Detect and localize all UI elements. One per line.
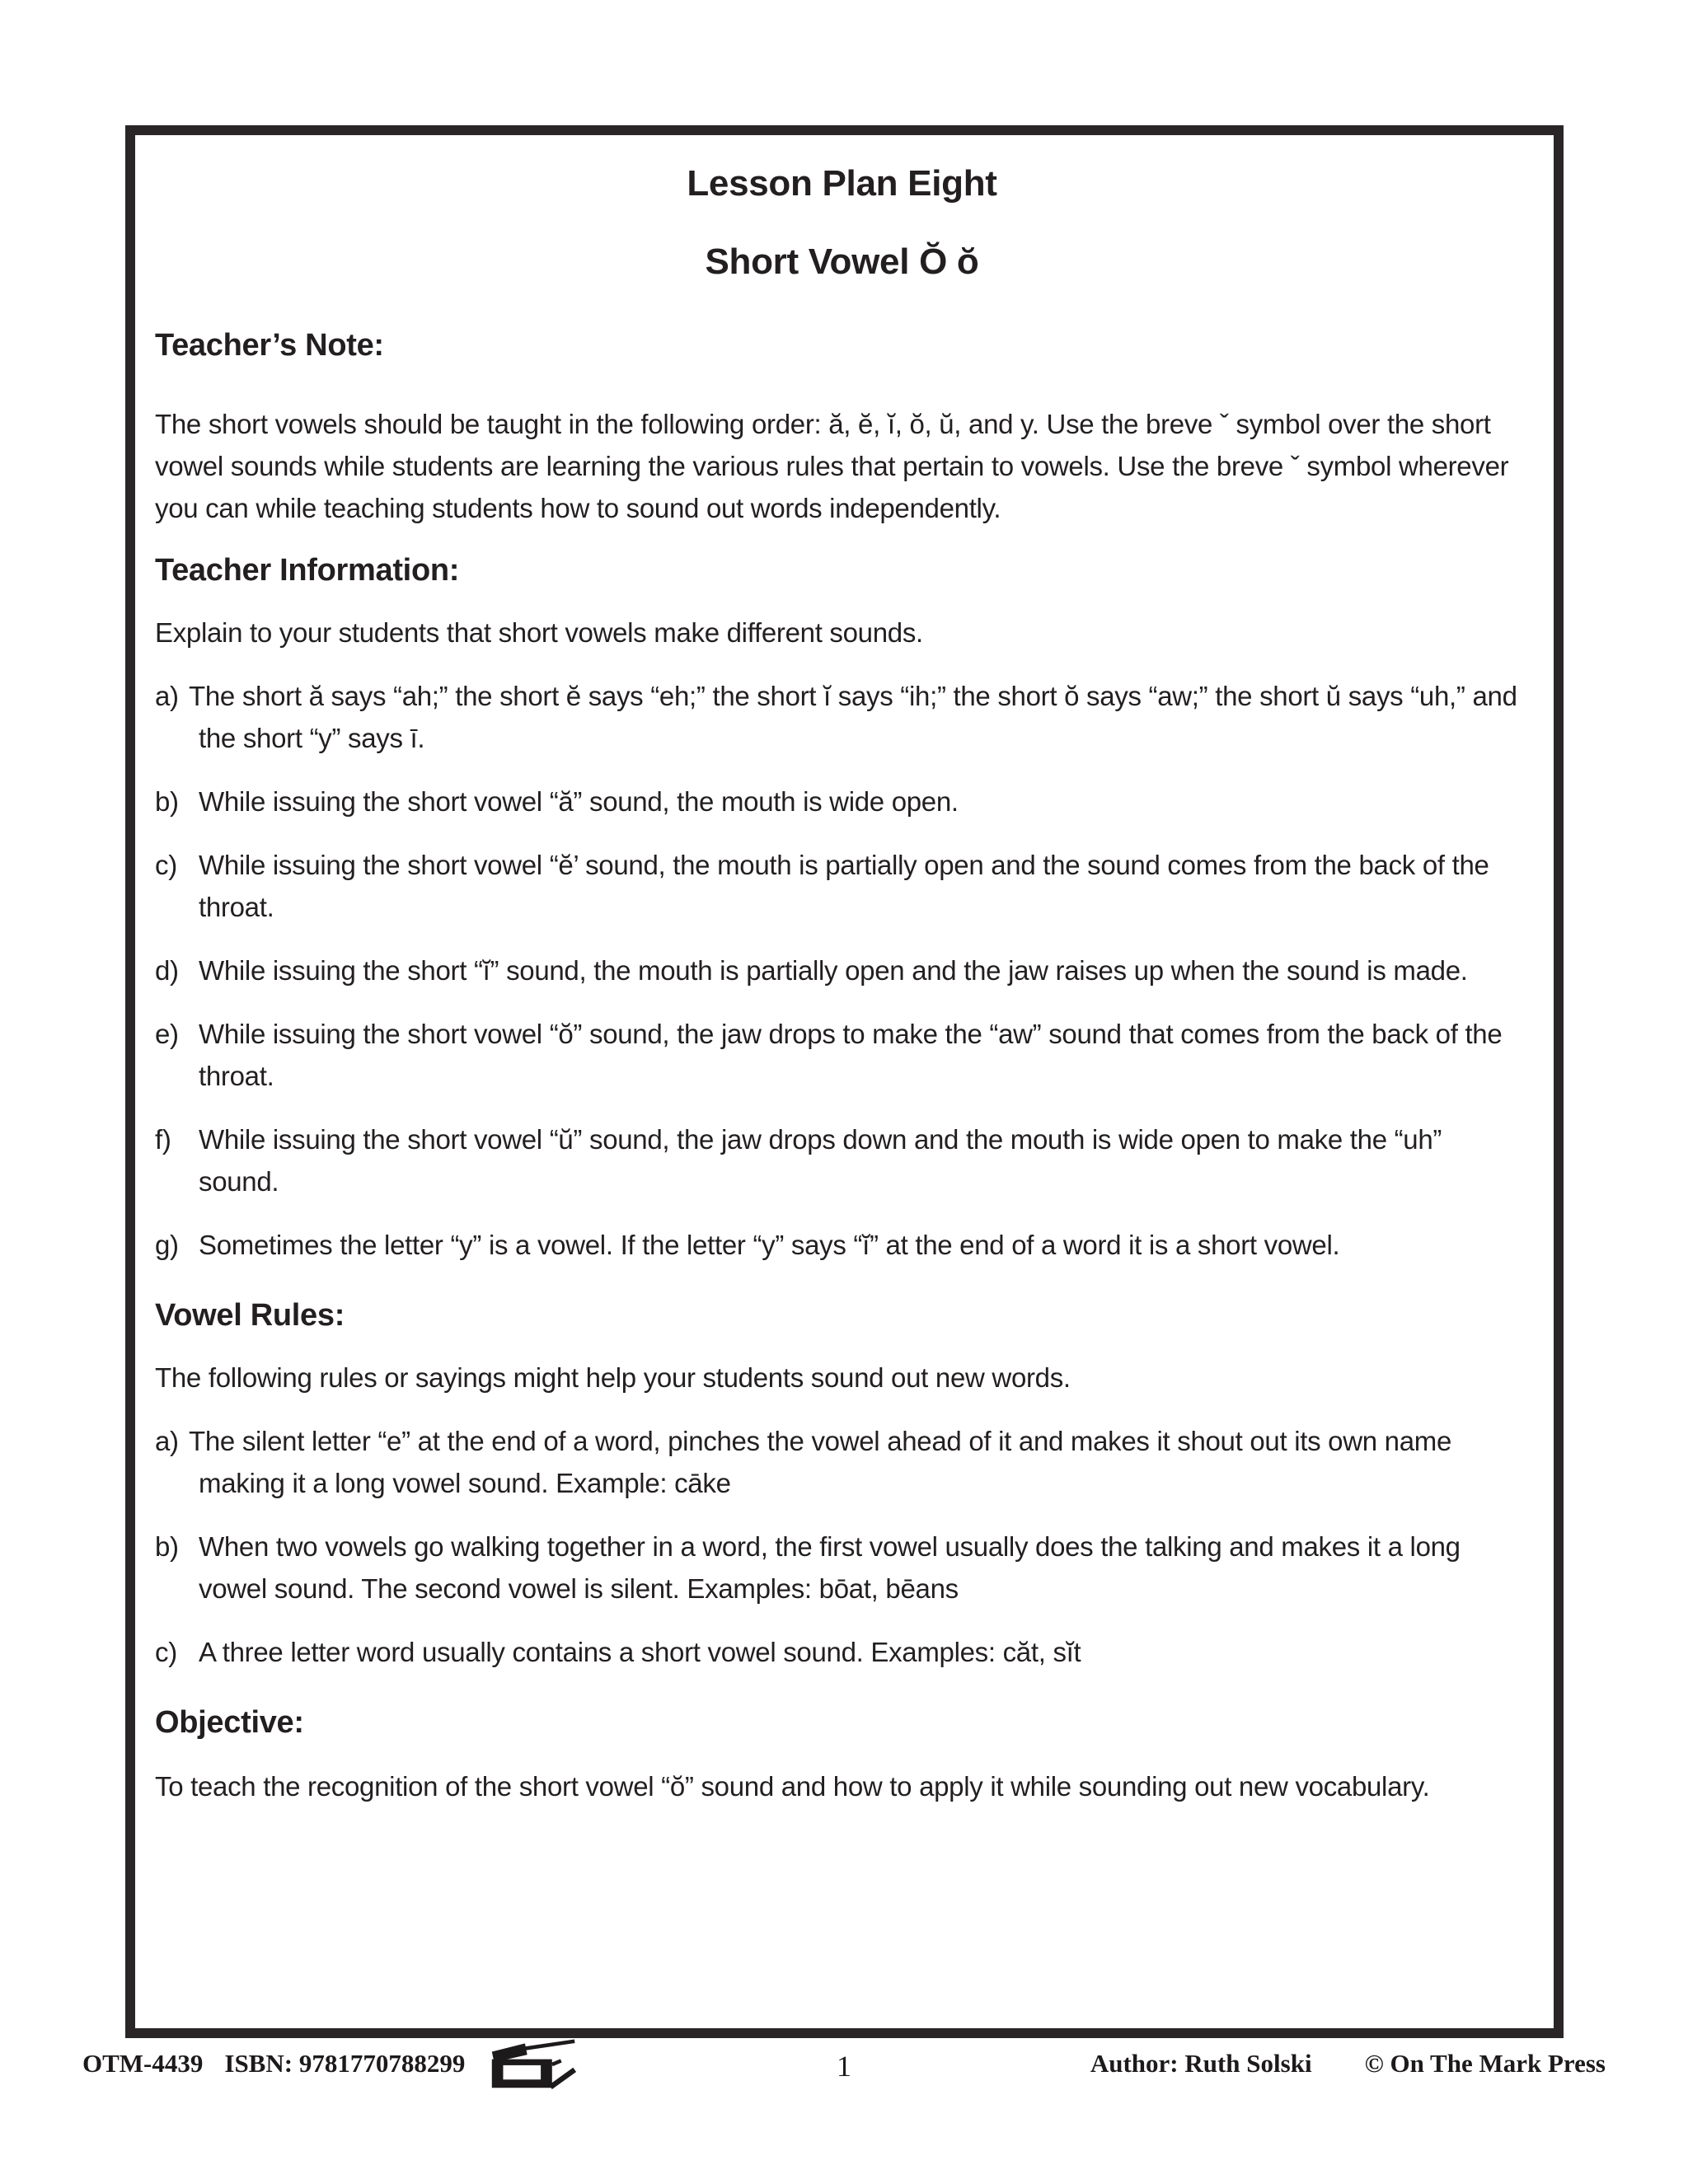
- item-marker: c): [155, 850, 177, 880]
- list-item: [155, 1118, 1529, 1202]
- item-text: While issuing the short vowel “ĕ’ sound, the mouth is partially open and the sound comes from the back of the throat.: [199, 850, 1489, 922]
- item-marker: b): [155, 786, 179, 817]
- teachers-note-body: The short vowels should be taught in the following order: ă, ĕ, ĭ, ŏ, ŭ, and y. Use the breve ˇ symbol over the short vowel sounds while students are learning the various rules that pertain to vowels. Use the breve ˇ symbol wherever you can while teaching students how to sound out words independently.: [155, 409, 1509, 523]
- item-marker: a): [155, 681, 179, 711]
- product-code: OTM-4439: [82, 2049, 204, 2078]
- page-footer: [82, 2049, 1606, 2123]
- copyright-text: © On The Mark Press: [1364, 2049, 1606, 2078]
- list-item: [155, 949, 1529, 991]
- item-marker: a): [155, 1426, 179, 1456]
- author-credit: Author: Ruth Solski: [1090, 2049, 1312, 2078]
- list-item: [155, 844, 1529, 928]
- footer-left: [82, 2049, 576, 2100]
- item-marker: f): [155, 1124, 171, 1155]
- item-marker: b): [155, 1531, 179, 1562]
- list-item: [155, 1526, 1529, 1610]
- page-subtitle: Short Vowel Ŏ ŏ: [705, 241, 979, 282]
- item-text: While issuing the short “ĭ” sound, the mouth is partially open and the jaw raises up when the sound is made.: [199, 955, 1468, 986]
- list-item: [155, 675, 1529, 759]
- list-item: [155, 1420, 1529, 1504]
- section-heading-objective: Objective:: [155, 1705, 304, 1740]
- item-text: The silent letter “e” at the end of a word, pinches the vowel ahead of it and makes it shout out its own name making it a long vowel sound. Example: cāke: [189, 1426, 1452, 1498]
- list-item: [155, 780, 1529, 823]
- item-text: While issuing the short vowel “ă” sound, the mouth is wide open.: [199, 786, 959, 817]
- item-text: A three letter word usually contains a short vowel sound. Examples: căt, sĭt: [199, 1637, 1081, 1667]
- item-text: Sometimes the letter “y” is a vowel. If the letter “y” says “ĭ” at the end of a word it is a short vowel.: [199, 1230, 1340, 1260]
- item-marker: e): [155, 1019, 179, 1049]
- list-item: [155, 1013, 1529, 1097]
- item-marker: g): [155, 1230, 179, 1260]
- item-marker: c): [155, 1637, 177, 1667]
- item-text: While issuing the short vowel “ŭ” sound, the jaw drops down and the mouth is wide open to make the “uh” sound.: [199, 1124, 1442, 1197]
- section-heading-teachers-note: Teacher’s Note:: [155, 328, 384, 363]
- footer-right: [1090, 2049, 1606, 2079]
- vowel-rules-intro: The following rules or sayings might help your students sound out new words.: [155, 1362, 1071, 1393]
- list-item: [155, 1224, 1529, 1266]
- teacher-information-intro: Explain to your students that short vowels make different sounds.: [155, 617, 923, 648]
- item-text: The short ă says “ah;” the short ĕ says “eh;” the short ĭ says “ih;” the short ŏ says “aw;” the short ŭ says “uh,” and the short “y” says ī.: [189, 681, 1517, 753]
- page-number: 1: [837, 2050, 851, 2083]
- objective-body: To teach the recognition of the short vowel “ŏ” sound and how to apply it while sounding out new vocabulary.: [155, 1771, 1430, 1802]
- item-text: While issuing the short vowel “ŏ” sound, the jaw drops to make the “aw” sound that comes from the back of the throat.: [199, 1019, 1503, 1091]
- lesson-frame: [125, 125, 1564, 2038]
- section-heading-vowel-rules: Vowel Rules:: [155, 1298, 345, 1333]
- isbn-text: ISBN: 9781770788299: [224, 2049, 466, 2078]
- page-title: Lesson Plan Eight: [687, 163, 997, 204]
- item-marker: d): [155, 955, 179, 986]
- section-heading-teacher-information: Teacher Information:: [155, 553, 460, 588]
- item-text: When two vowels go walking together in a word, the first vowel usually does the talking and makes it a long vowel sound. The second vowel is silent. Examples: bōat, bēans: [199, 1531, 1461, 1604]
- list-item: [155, 1631, 1529, 1673]
- publisher-logo-icon: [481, 2039, 576, 2090]
